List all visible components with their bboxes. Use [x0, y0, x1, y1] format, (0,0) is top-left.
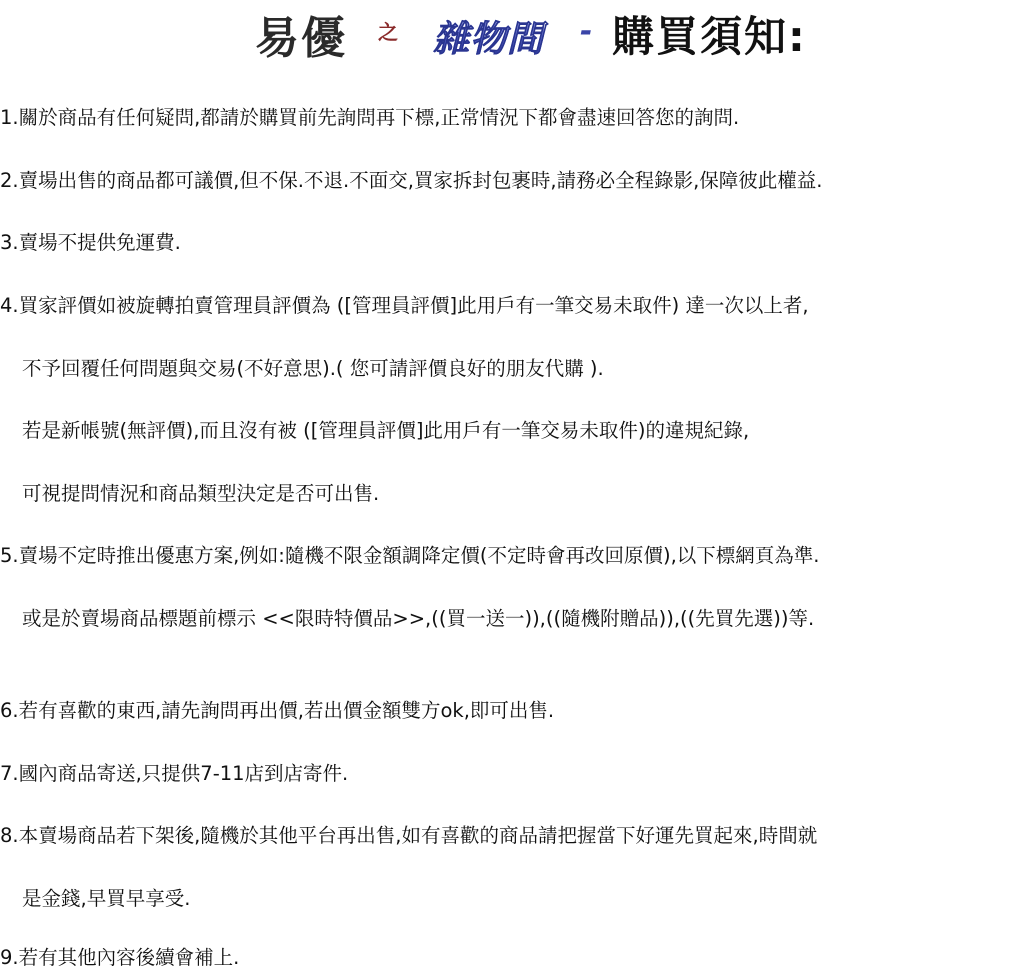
page-header [0, 0, 1024, 70]
notice-item-3: 3.賣場不提供免運費. [0, 231, 181, 254]
notice-item-7: 7.國內商品寄送,只提供7-11店到店寄件. [0, 762, 349, 785]
notice-item-5: 5.賣場不定時推出優惠方案,例如:隨機不限金額調降定價(不定時會再改回原價),以下標網頁為準. [0, 544, 820, 567]
notice-item-4-cont-3: 可視提問情況和商品類型決定是否可出售. [22, 482, 380, 505]
shop-name-logo: 雜物間 [433, 11, 544, 62]
notice-item-4: 4.買家評價如被旋轉拍賣管理員評價為 ([管理員評價]此用戶有一筆交易未取件) 達一次以上者, [0, 294, 809, 317]
notice-item-1: 1.關於商品有任何疑問,都請於購買前先詢問再下標,正常情況下都會盡速回答您的詢問. [0, 106, 740, 129]
brand-connector: 之 [378, 20, 398, 44]
notice-item-4-cont-1: 不予回覆任何問題與交易(不好意思).( 您可請評價良好的朋友代購 ). [22, 357, 604, 380]
notice-item-8-cont: 是金錢,早買早享受. [22, 887, 191, 910]
notice-item-5-cont: 或是於賣場商品標題前標示 <<限時特價品>>,((買一送一)),((隨機附贈品)),((先買先選))等. [22, 607, 815, 630]
brand-name: 易優 [255, 13, 347, 64]
notice-item-6: 6.若有喜歡的東西,請先詢問再出價,若出價金額雙方ok,即可出售. [0, 699, 555, 722]
notice-item-2: 2.賣場出售的商品都可議價,但不保.不退.不面交,買家拆封包裹時,請務必全程錄影,保障彼此權益. [0, 169, 823, 192]
page-title: 購買須知: [612, 12, 807, 61]
notice-item-8: 8.本賣場商品若下架後,隨機於其他平台再出售,如有喜歡的商品請把握當下好運先買起來,時間就 [0, 824, 818, 847]
notice-item-9: 9.若有其他內容後續會補上. [0, 946, 240, 969]
notice-item-4-cont-2: 若是新帳號(無評價),而且沒有被 ([管理員評價]此用戶有一筆交易未取件)的違規紀錄, [22, 419, 750, 442]
shop-name-dash: - [580, 14, 593, 49]
